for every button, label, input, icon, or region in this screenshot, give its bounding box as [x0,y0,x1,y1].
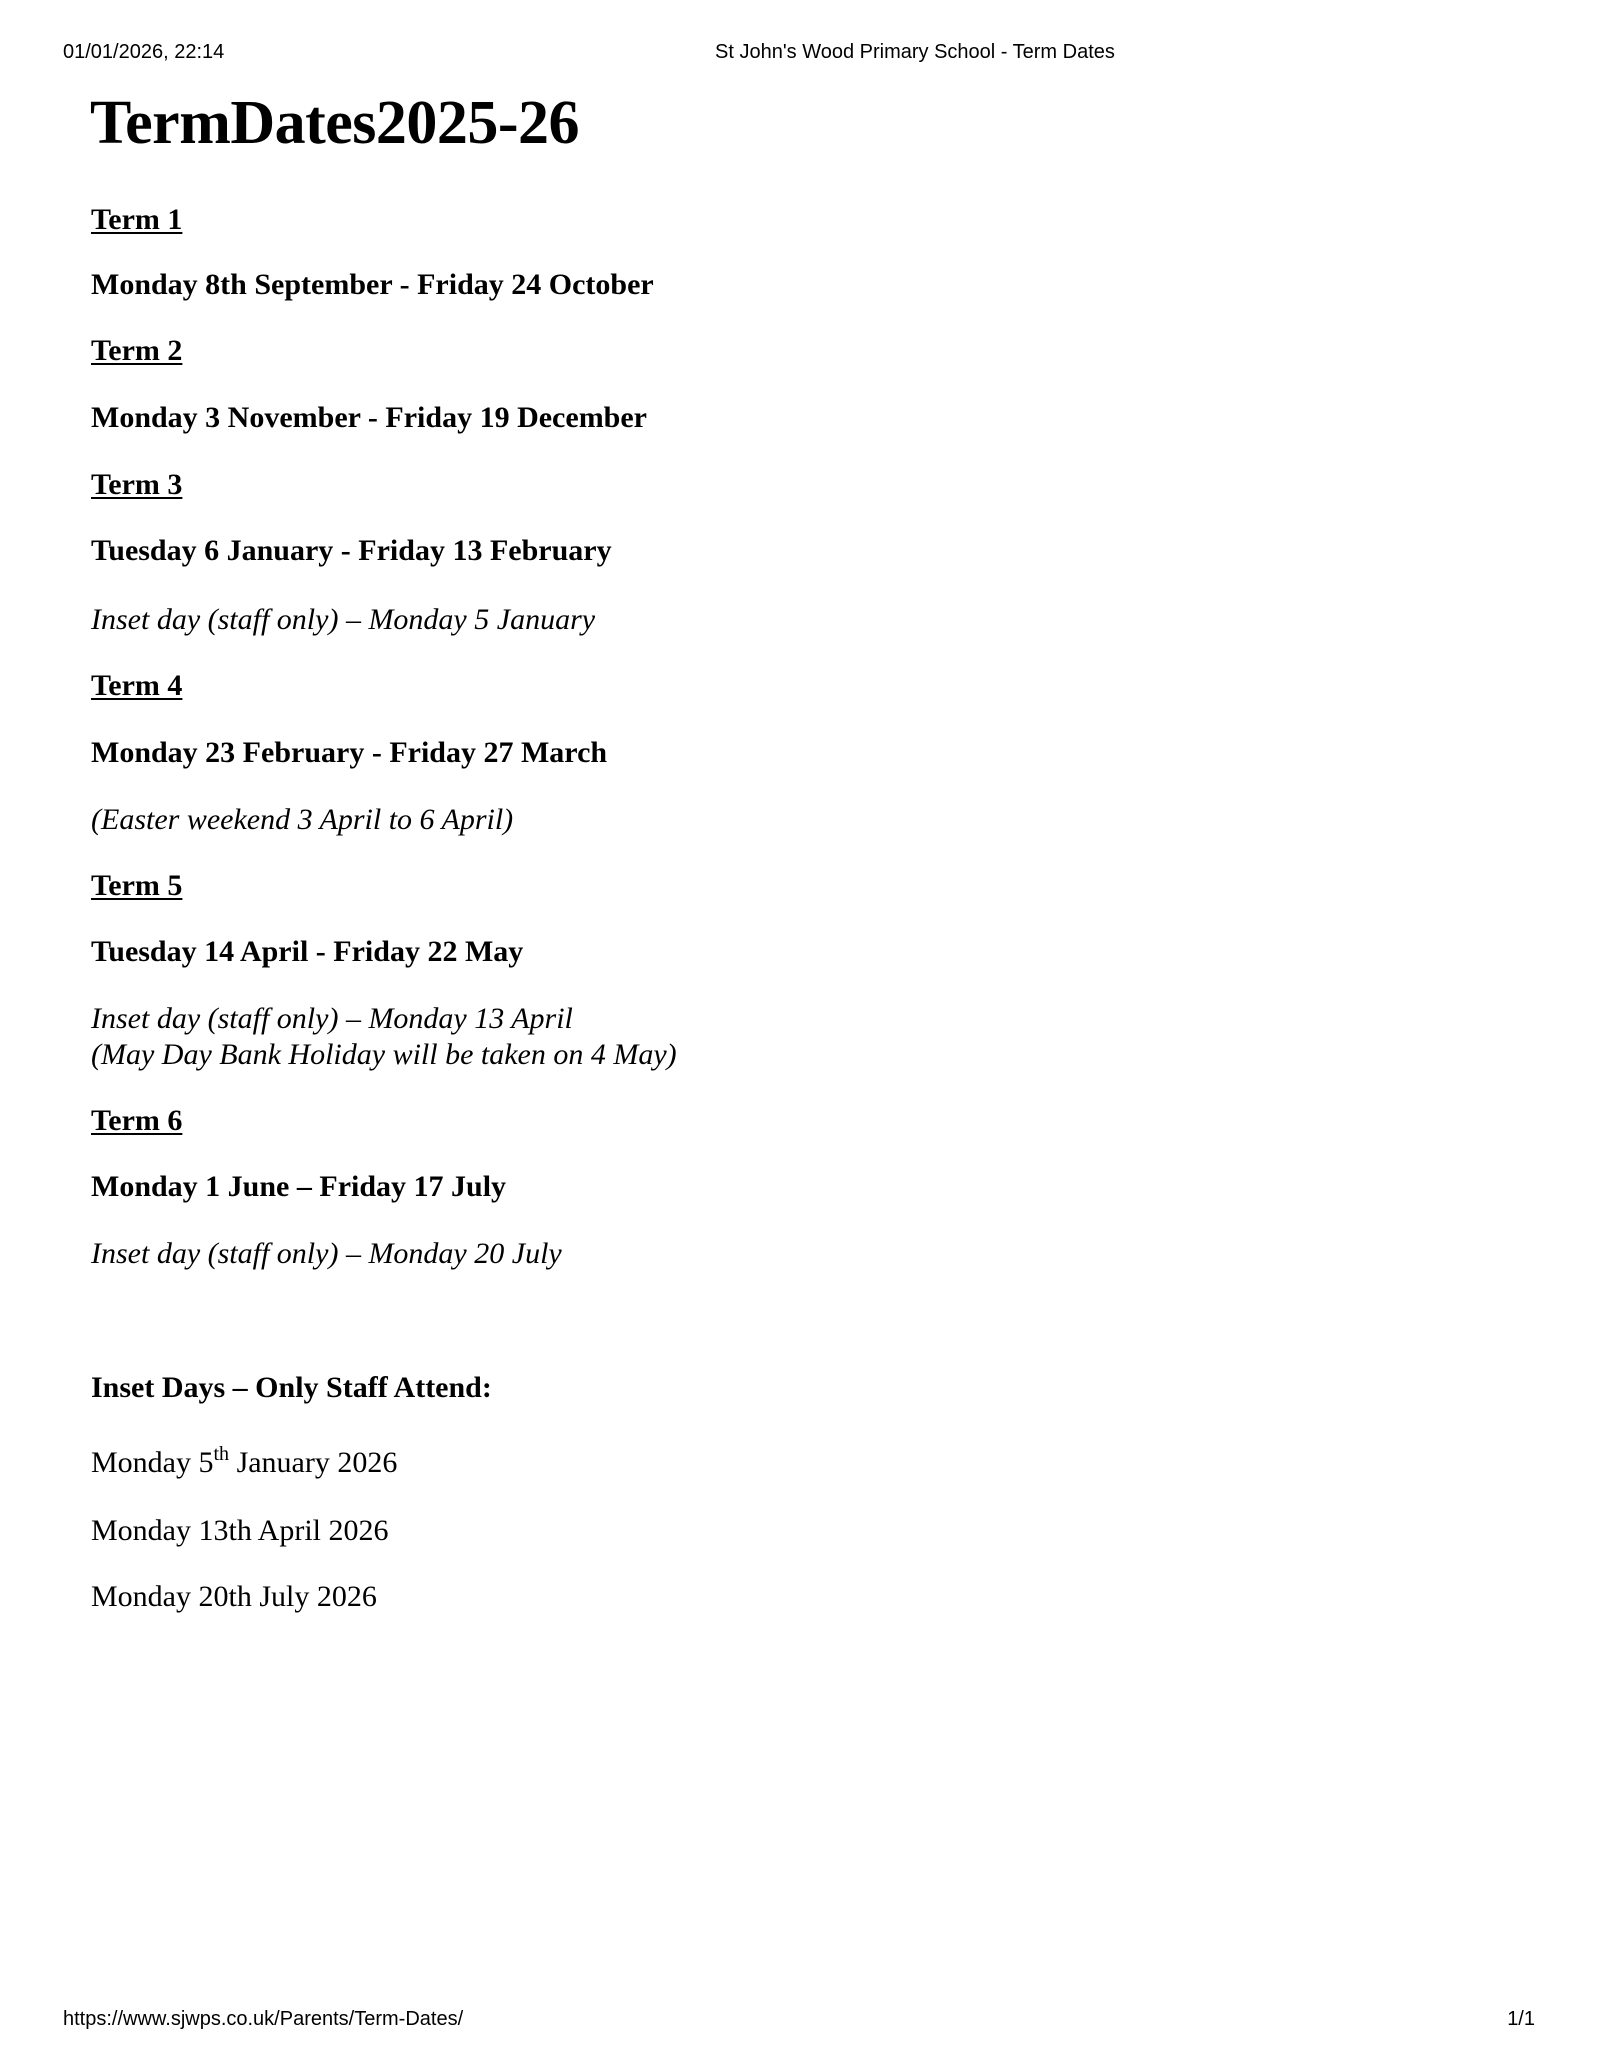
inset-day-item [91,1445,397,1481]
term-note: Inset day (staff only) – Monday 5 January [91,603,596,636]
page-title: TermDates2025-26 [90,89,580,157]
term-label: Term 1 [91,203,183,236]
term-dates: Monday 8th September - Friday 24 October [91,268,654,301]
print-datetime: 01/01/2026, 22:14 [63,41,225,63]
term-note: (Easter weekend 3 April to 6 April) [91,803,514,836]
print-page-title: St John's Wood Primary School - Term Dates [715,41,1115,63]
term-dates: Monday 3 November - Friday 19 December [91,401,647,434]
print-url: https://www.sjwps.co.uk/Parents/Term-Dates/ [63,2008,464,2030]
term-label: Term 5 [91,869,183,902]
term-label: Term 6 [91,1104,183,1137]
print-page-count: 1/1 [1507,2008,1535,2030]
term-dates: Monday 1 June – Friday 17 July [91,1170,507,1203]
inset-day-prefix: Monday 5 [91,1446,214,1479]
inset-day-item: Monday 20th July 2026 [91,1580,377,1613]
ordinal-suffix: th [213,1443,230,1465]
inset-day-item: Monday 13th April 2026 [91,1514,389,1547]
term-dates: Tuesday 6 January - Friday 13 February [91,534,612,567]
term-dates: Monday 23 February - Friday 27 March [91,736,608,769]
term-dates: Tuesday 14 April - Friday 22 May [91,935,524,968]
term-note: Inset day (staff only) – Monday 13 April [91,1002,573,1035]
term-note: (May Day Bank Holiday will be taken on 4 May) [91,1038,677,1071]
term-note: Inset day (staff only) – Monday 20 July [91,1237,562,1270]
inset-day-suffix: January 2026 [229,1446,398,1479]
term-label: Term 3 [91,468,183,501]
term-label: Term 2 [91,334,183,367]
term-label: Term 4 [91,669,183,702]
inset-days-heading: Inset Days – Only Staff Attend: [91,1371,492,1404]
